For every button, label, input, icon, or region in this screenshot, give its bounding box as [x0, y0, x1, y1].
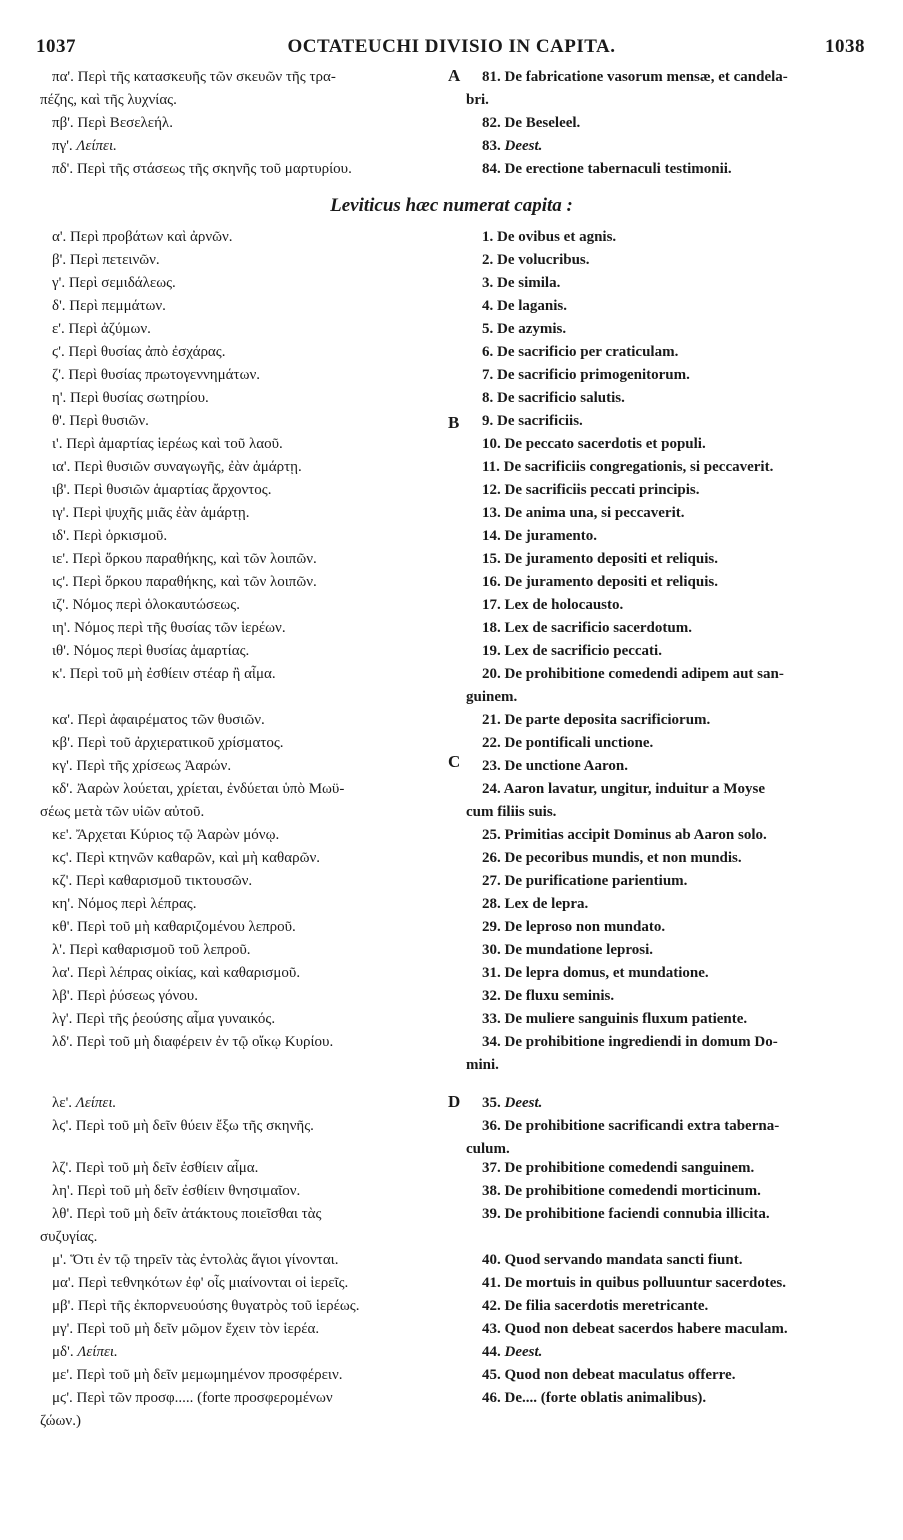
latin-line: 13. De anima una, si peccaverit.: [482, 505, 685, 521]
section-title: Leviticus hæc numerat capita :: [330, 195, 573, 216]
latin-line: 28. Lex de lepra.: [482, 896, 589, 912]
latin-line: 26. De pecoribus mundis, et non mundis.: [482, 850, 742, 866]
latin-line: 2. De volucribus.: [482, 252, 590, 268]
greek-line: λγ'. Περὶ τῆς ῥεούσης αἷμα γυναικός.: [52, 1011, 276, 1027]
greek-line: κβ'. Περὶ τοῦ ἀρχιερατικοῦ χρίσματος.: [52, 735, 284, 751]
latin-line: 14. De juramento.: [482, 528, 597, 544]
greek-line: πδ'. Περὶ τῆς στάσεως τῆς σκηνῆς τοῦ μαρτυρίου.: [52, 161, 352, 177]
latin-line: 25. Primitias accipit Dominus ab Aaron solo.: [482, 827, 767, 843]
latin-line: 32. De fluxu seminis.: [482, 988, 615, 1004]
greek-line: μδ'. Λείπει.: [52, 1344, 118, 1360]
latin-line: 4. De laganis.: [482, 298, 568, 314]
greek-line: κα'. Περὶ ἀφαιρέματος τῶν θυσιῶν.: [52, 712, 265, 728]
greek-line: λα'. Περὶ λέπρας οἰκίας, καὶ καθαρισμοῦ.: [52, 965, 301, 981]
greek-line: κζ'. Περὶ καθαρισμοῦ τικτουσῶν.: [52, 873, 253, 889]
greek-line: ιθ'. Νόμος περὶ θυσίας ἁμαρτίας.: [52, 643, 250, 659]
latin-line: 9. De sacrificiis.: [482, 413, 583, 429]
greek-line: πέζης, καὶ τῆς λυχνίας.: [40, 92, 177, 108]
latin-line: 81. De fabricatione vasorum mensæ, et candela-: [482, 69, 788, 85]
greek-line: ιζ'. Νόμος περὶ ὁλοκαυτώσεως.: [52, 597, 240, 613]
greek-line: ιδ'. Περὶ ὁρκισμοῦ.: [52, 528, 168, 544]
latin-line: 5. De azymis.: [482, 321, 567, 337]
greek-line: ια'. Περὶ θυσιῶν συναγωγῆς, ἐὰν ἁμάρτῃ.: [52, 459, 302, 475]
latin-line: 11. De sacrificiis congregationis, si peccaverit.: [482, 459, 774, 475]
greek-line: κθ'. Περὶ τοῦ μὴ καθαριζομένου λεπροῦ.: [52, 919, 296, 935]
greek-line: λζ'. Περὶ τοῦ μὴ δεῖν ἐσθίειν αἷμα.: [52, 1160, 259, 1176]
margin-marker-c: C: [448, 752, 461, 771]
latin-line: 36. De prohibitione sacrificandi extra taberna-: [482, 1118, 780, 1134]
latin-line: 82. De Beseleel.: [482, 115, 581, 131]
greek-line: ζώων.): [40, 1413, 81, 1429]
latin-line: 30. De mundatione leprosi.: [482, 942, 653, 958]
margin-marker-d: D: [448, 1092, 461, 1111]
latin-line: 23. De unctione Aaron.: [482, 758, 628, 774]
greek-line: ε'. Περὶ ἀζύμων.: [52, 321, 151, 337]
latin-line: 7. De sacrificio primogenitorum.: [482, 367, 690, 383]
latin-line: 38. De prohibitione comedendi morticinum.: [482, 1183, 761, 1199]
latin-line: guinem.: [466, 689, 518, 705]
left-page-number: 1037: [36, 36, 76, 57]
greek-line: α'. Περὶ προβάτων καὶ ἀρνῶν.: [52, 229, 233, 245]
greek-line: κϛ'. Περὶ κτηνῶν καθαρῶν, καὶ μὴ καθαρῶν.: [52, 850, 320, 866]
greek-line: με'. Περὶ τοῦ μὴ δεῖν μεμωμημένον προσφέρειν.: [52, 1367, 343, 1383]
margin-marker-a: A: [448, 66, 461, 85]
latin-line: 43. Quod non debeat sacerdos habere maculam.: [482, 1321, 788, 1337]
greek-line: μγ'. Περὶ τοῦ μὴ δεῖν μῶμον ἔχειν τὸν ἱερέα.: [52, 1321, 320, 1337]
greek-line: μβ'. Περὶ τῆς ἐκπορνευούσης θυγατρὸς τοῦ ἱερέως.: [52, 1298, 360, 1314]
latin-line: 24. Aaron lavatur, ungitur, induitur a Moyse: [482, 781, 765, 797]
latin-line: 21. De parte deposita sacrificiorum.: [482, 712, 711, 728]
latin-line: 33. De muliere sanguinis fluxum patiente.: [482, 1011, 748, 1027]
greek-line: πβ'. Περὶ Βεσελεήλ.: [52, 115, 173, 131]
latin-line: 1. De ovibus et agnis.: [482, 229, 617, 245]
greek-line: κ'. Περὶ τοῦ μὴ ἐσθίειν στέαρ ἢ αἷμα.: [52, 666, 276, 682]
latin-line: 22. De pontificali unctione.: [482, 735, 654, 751]
latin-line: 84. De erectione tabernaculi testimonii.: [482, 161, 732, 177]
greek-line: ιϛ'. Περὶ ὅρκου παραθήκης, καὶ τῶν λοιπῶν.: [52, 574, 317, 590]
greek-line: ι'. Περὶ ἁμαρτίας ἱερέως καὶ τοῦ λαοῦ.: [52, 436, 283, 452]
greek-line: λϛ'. Περὶ τοῦ μὴ δεῖν θύειν ἔξω τῆς σκηνῆς.: [52, 1118, 314, 1134]
greek-line: ϛ'. Περὶ θυσίας ἀπὸ ἐσχάρας.: [52, 344, 226, 360]
latin-line: 19. Lex de sacrificio peccati.: [482, 643, 662, 659]
greek-line: λβ'. Περὶ ῥύσεως γόνου.: [52, 988, 198, 1004]
greek-line: δ'. Περὶ πεμμάτων.: [52, 298, 166, 314]
latin-line: culum.: [466, 1141, 510, 1157]
latin-line: 20. De prohibitione comedendi adipem aut san-: [482, 666, 784, 682]
latin-line: 27. De purificatione parientium.: [482, 873, 688, 889]
latin-line: 39. De prohibitione faciendi connubia illicita.: [482, 1206, 770, 1222]
latin-line: 45. Quod non debeat maculatus offerre.: [482, 1367, 736, 1383]
latin-line: 8. De sacrificio salutis.: [482, 390, 625, 406]
greek-line: συζυγίας.: [40, 1229, 98, 1245]
latin-line: 15. De juramento depositi et reliquis.: [482, 551, 718, 567]
greek-line: λδ'. Περὶ τοῦ μὴ διαφέρειν ἐν τῷ οἴκῳ Κυρίου.: [52, 1034, 334, 1050]
greek-line: κδ'. Ἀαρὼν λούεται, χρίεται, ἐνδύεται ὑπὸ Μωϋ-: [52, 781, 345, 797]
greek-line: σέως μετὰ τῶν υἱῶν αὐτοῦ.: [40, 804, 205, 820]
latin-line: bri.: [466, 92, 489, 108]
greek-line: κη'. Νόμος περὶ λέπρας.: [52, 896, 197, 912]
greek-line: μ'. Ὅτι ἐν τῷ τηρεῖν τὰς ἐντολὰς ἅγιοι γίνονται.: [52, 1252, 339, 1268]
greek-line: πα'. Περὶ τῆς κατασκευῆς τῶν σκευῶν τῆς τρα-: [52, 69, 336, 85]
greek-line: λε'. Λείπει.: [52, 1095, 117, 1111]
greek-line: ιβ'. Περὶ θυσιῶν ἁμαρτίας ἄρχοντος.: [52, 482, 272, 498]
greek-line: ιγ'. Περὶ ψυχῆς μιᾶς ἐὰν ἁμάρτῃ.: [52, 505, 250, 521]
margin-marker-b: B: [448, 413, 460, 432]
latin-line: 16. De juramento depositi et reliquis.: [482, 574, 718, 590]
latin-line: 31. De lepra domus, et mundatione.: [482, 965, 709, 981]
latin-line: 37. De prohibitione comedendi sanguinem.: [482, 1160, 755, 1176]
greek-line: ιη'. Νόμος περὶ τῆς θυσίας τῶν ἱερέων.: [52, 620, 286, 636]
latin-line: 46. De.... (forte oblatis animalibus).: [482, 1390, 707, 1406]
greek-line: μα'. Περὶ τεθνηκότων ἐφ' οἷς μιαίνονται οἱ ἱερεῖς.: [52, 1275, 349, 1291]
greek-line: β'. Περὶ πετεινῶν.: [52, 252, 160, 268]
latin-line: 18. Lex de sacrificio sacerdotum.: [482, 620, 692, 636]
greek-line: η'. Περὶ θυσίας σωτηρίου.: [52, 390, 209, 406]
greek-line: λη'. Περὶ τοῦ μὴ δεῖν ἐσθίειν θνησιμαῖον.: [52, 1183, 301, 1199]
latin-line: 83. Deest.: [482, 138, 543, 154]
latin-line: cum filiis suis.: [466, 804, 557, 820]
greek-line: μϛ'. Περὶ τῶν προσφ..... (forte προσφερομένων: [52, 1390, 333, 1406]
latin-line: 35. Deest.: [482, 1095, 543, 1111]
running-title: OCTATEUCHI DIVISIO IN CAPITA.: [287, 36, 616, 57]
greek-line: θ'. Περὶ θυσιῶν.: [52, 413, 149, 429]
latin-line: 17. Lex de holocausto.: [482, 597, 624, 613]
latin-line: 10. De peccato sacerdotis et populi.: [482, 436, 706, 452]
greek-line: κγ'. Περὶ τῆς χρίσεως Ἀαρών.: [52, 758, 232, 774]
latin-line: 29. De leproso non mundato.: [482, 919, 666, 935]
latin-line: 41. De mortuis in quibus polluuntur sacerdotes.: [482, 1275, 786, 1291]
latin-line: 3. De simila.: [482, 275, 561, 291]
latin-line: 6. De sacrificio per craticulam.: [482, 344, 679, 360]
greek-line: λ'. Περὶ καθαρισμοῦ τοῦ λεπροῦ.: [52, 942, 251, 958]
greek-line: λθ'. Περὶ τοῦ μὴ δεῖν ἀτάκτους ποιεῖσθαι τὰς: [52, 1206, 322, 1222]
latin-line: 42. De filia sacerdotis meretricante.: [482, 1298, 709, 1314]
latin-line: 12. De sacrificiis peccati principis.: [482, 482, 700, 498]
latin-line: 40. Quod servando mandata sancti fiunt.: [482, 1252, 743, 1268]
right-page-number: 1038: [825, 36, 865, 57]
latin-line: mini.: [466, 1057, 499, 1073]
latin-line: 44. Deest.: [482, 1344, 543, 1360]
greek-line: γ'. Περὶ σεμιδάλεως.: [52, 275, 176, 291]
greek-line: πγ'. Λείπει.: [52, 138, 117, 154]
latin-line: 34. De prohibitione ingrediendi in domum Do-: [482, 1034, 778, 1050]
greek-line: ιε'. Περὶ ὅρκου παραθήκης, καὶ τῶν λοιπῶν.: [52, 551, 317, 567]
greek-line: κε'. Ἄρχεται Κύριος τῷ Ἀαρὼν μόνῳ.: [52, 827, 280, 843]
greek-line: ζ'. Περὶ θυσίας πρωτογεννημάτων.: [52, 367, 260, 383]
